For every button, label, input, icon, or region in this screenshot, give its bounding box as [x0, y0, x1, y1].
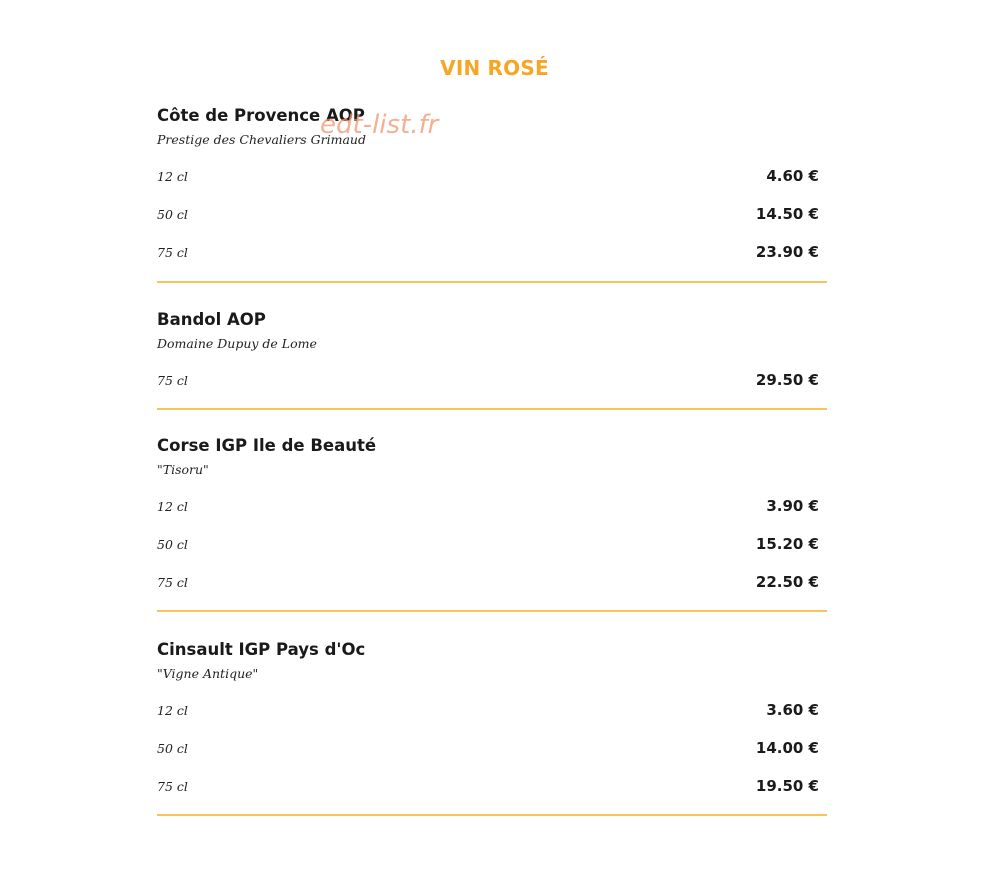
section-divider: [157, 408, 827, 410]
section-divider: [157, 281, 827, 283]
price-value: 14.00 €: [755, 739, 819, 757]
price-value: 23.90 €: [755, 243, 819, 261]
wine-subtitle: "Vigne Antique": [157, 666, 259, 681]
price-row: [157, 167, 819, 187]
price-value: 14.50 €: [755, 205, 819, 223]
volume-label: 75 cl: [157, 575, 188, 590]
wine-subtitle: Domaine Dupuy de Lome: [157, 336, 317, 351]
volume-label: 12 cl: [157, 703, 188, 718]
wine-name: Corse IGP Ile de Beauté: [157, 436, 377, 455]
section-divider: [157, 610, 827, 612]
watermark-text: edt-list.fr: [320, 110, 439, 140]
wine-name: Côte de Provence AOP: [157, 106, 365, 125]
price-row: [157, 535, 819, 555]
volume-label: 50 cl: [157, 207, 188, 222]
price-row: [157, 739, 819, 759]
volume-label: 50 cl: [157, 741, 188, 756]
wine-subtitle: "Tisoru": [157, 462, 209, 477]
volume-label: 50 cl: [157, 537, 188, 552]
volume-label: 12 cl: [157, 499, 188, 514]
price-row: [157, 497, 819, 517]
wine-name: Cinsault IGP Pays d'Oc: [157, 640, 366, 659]
price-row: [157, 701, 819, 721]
section-divider: [157, 814, 827, 816]
price-value: 19.50 €: [755, 777, 819, 795]
price-row: [157, 205, 819, 225]
price-value: 22.50 €: [755, 573, 819, 591]
price-row: [157, 573, 819, 593]
price-value: 15.20 €: [755, 535, 819, 553]
price-value: 29.50 €: [755, 371, 819, 389]
wine-name: Bandol AOP: [157, 310, 266, 329]
volume-label: 75 cl: [157, 779, 188, 794]
price-row: [157, 243, 819, 263]
wine-subtitle: Prestige des Chevaliers Grimaud: [157, 132, 366, 147]
volume-label: 12 cl: [157, 169, 188, 184]
volume-label: 75 cl: [157, 373, 188, 388]
volume-label: 75 cl: [157, 245, 188, 260]
price-value: 3.90 €: [766, 497, 819, 515]
price-value: 3.60 €: [766, 701, 819, 719]
price-row: [157, 777, 819, 797]
page-title: VIN ROSÉ: [440, 56, 549, 80]
price-row: [157, 371, 819, 391]
price-value: 4.60 €: [766, 167, 819, 185]
